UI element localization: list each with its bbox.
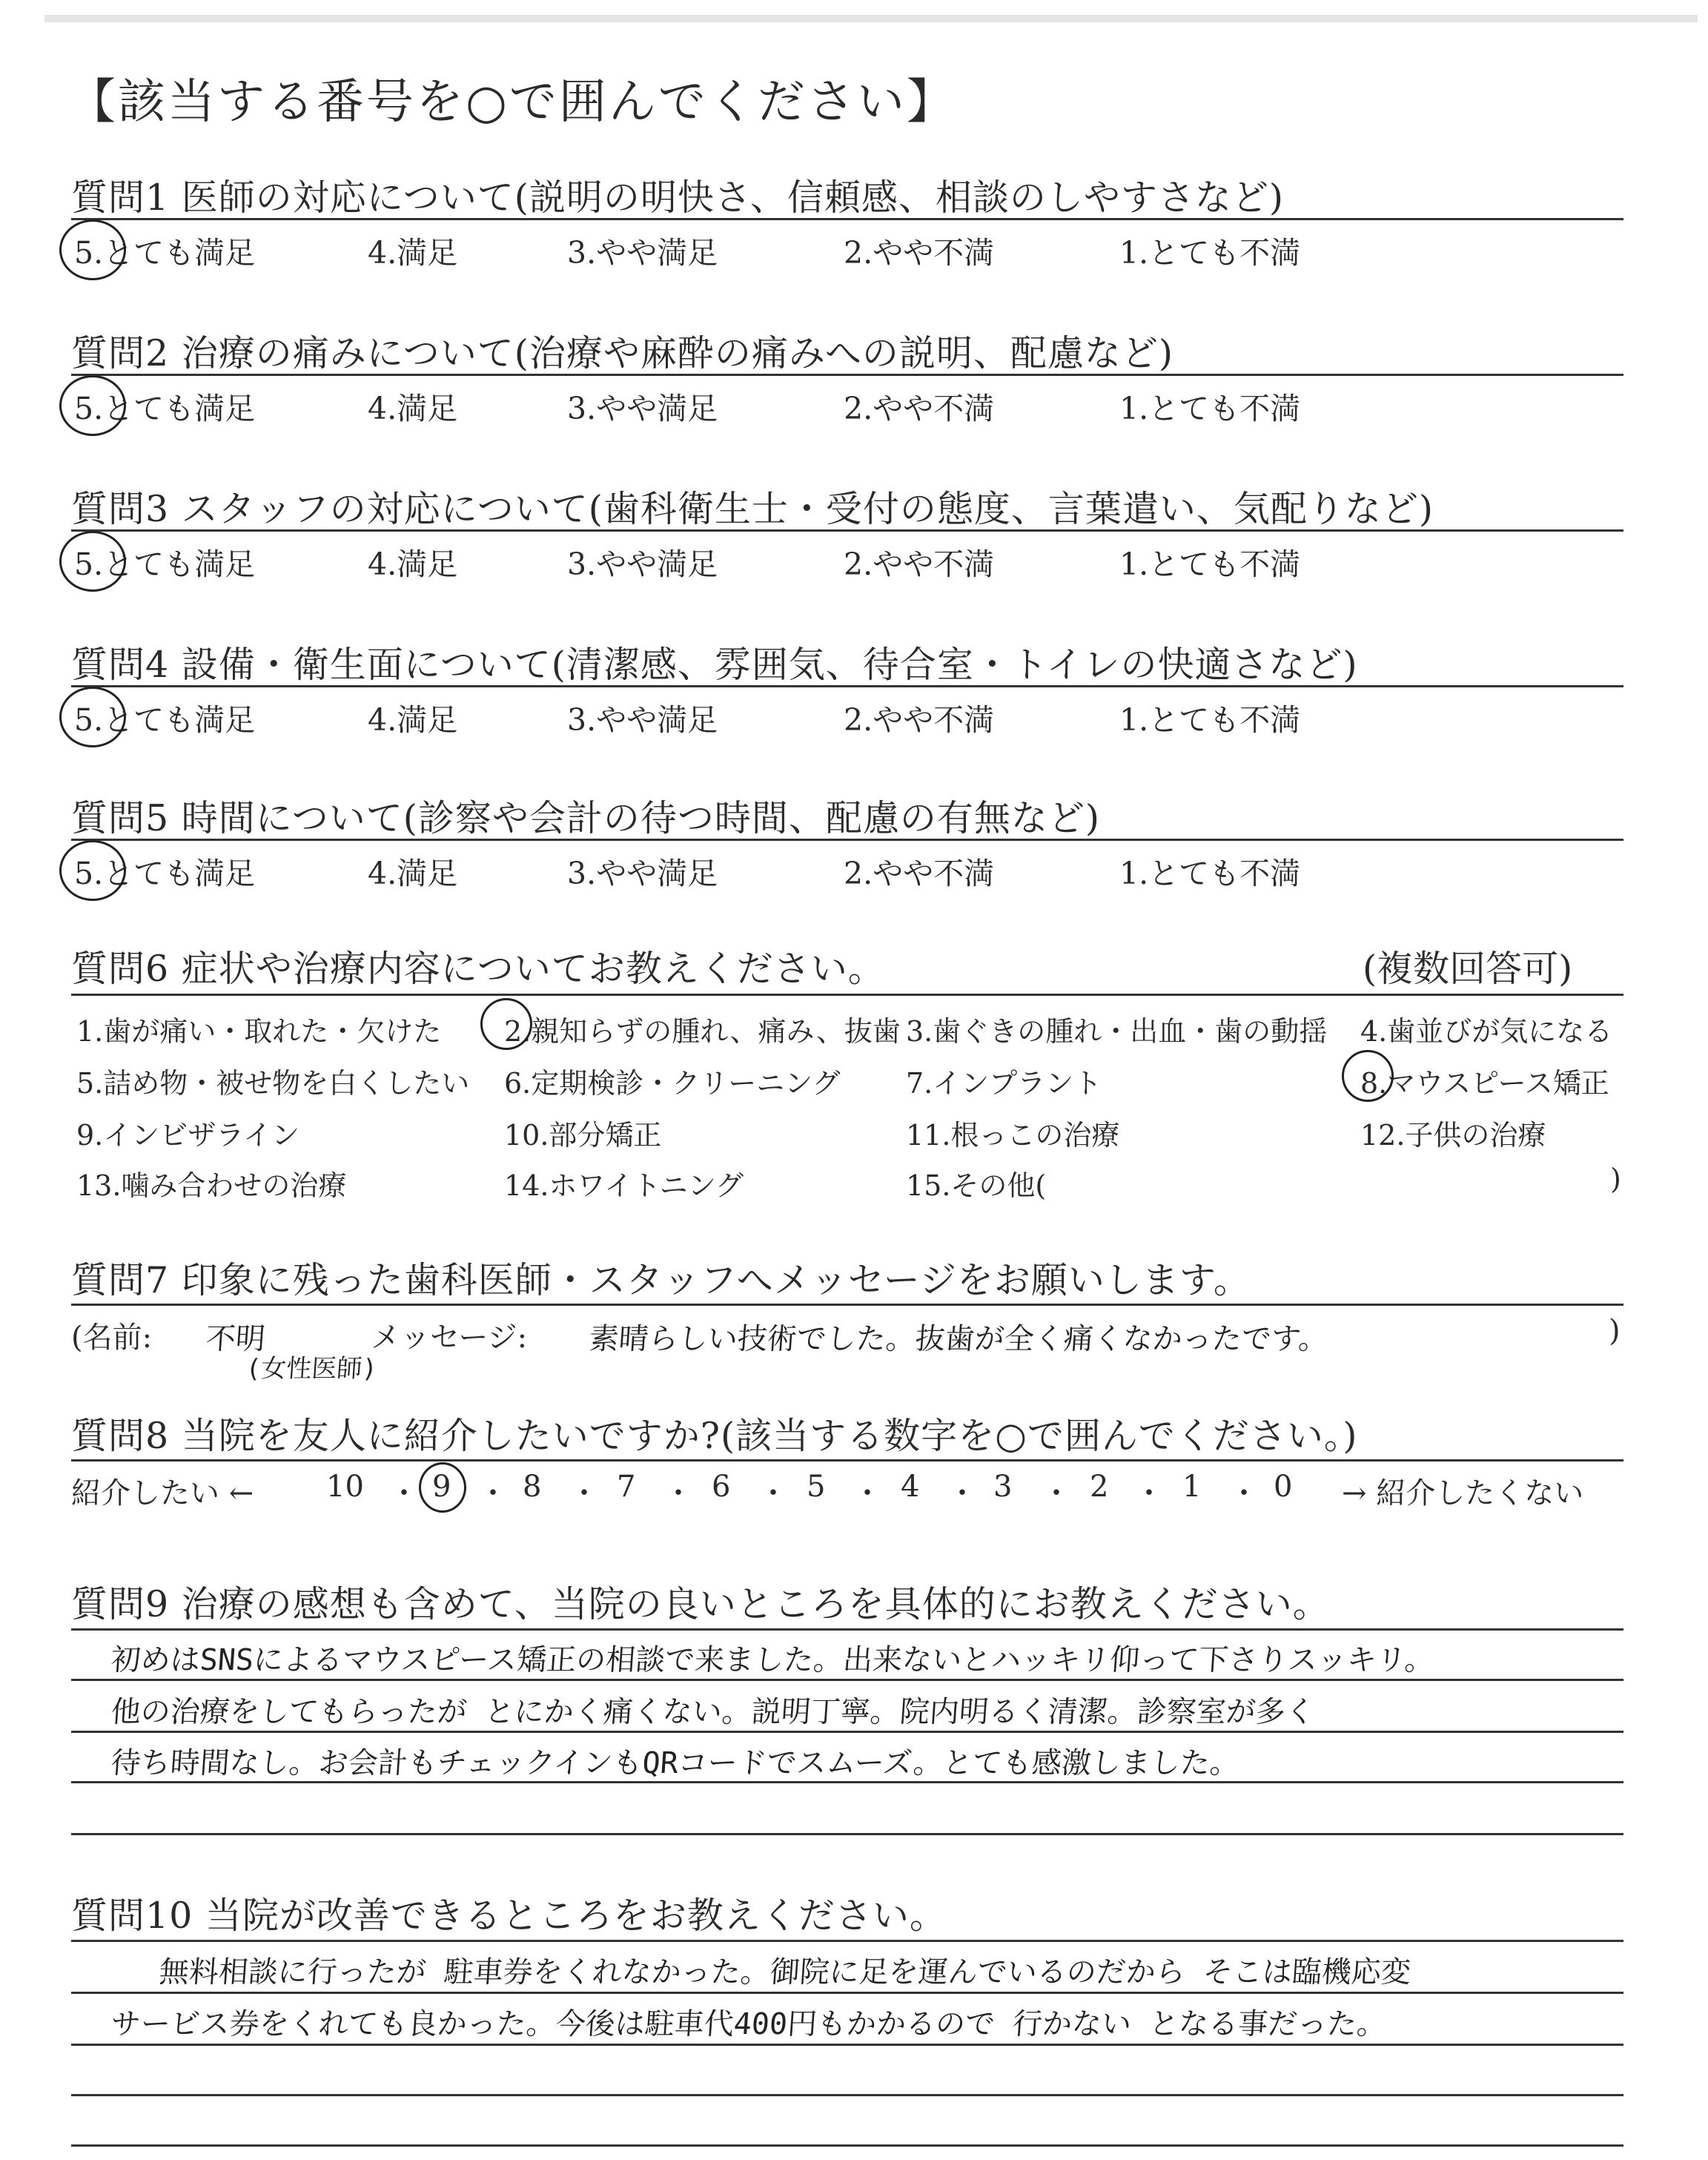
q1-rule — [71, 218, 1623, 220]
q6-option[interactable]: 10.部分矯正 — [504, 1119, 662, 1152]
page-title: 【該当する番号を○で囲んでください】 — [68, 75, 956, 130]
q8-scale-number[interactable]: 8 — [523, 1470, 542, 1504]
q4-option[interactable]: 4.満足 — [368, 702, 458, 738]
q8-scale-number[interactable]: 7 — [617, 1470, 636, 1504]
q9-title: 質問9 治療の感想も含めて、当院の良いところを具体的にお教えください。 — [71, 1583, 1330, 1625]
q4-option[interactable]: 1.とても不満 — [1119, 702, 1301, 738]
q6-option[interactable]: 4.歯並びが気になる — [1360, 1015, 1613, 1048]
q9-rule-2 — [71, 1679, 1623, 1681]
q4-option[interactable]: 5.とても満足 — [74, 702, 256, 738]
q8-rule — [71, 1459, 1623, 1462]
q6-option: ) — [1610, 1163, 1621, 1195]
q10-rule-2 — [71, 1992, 1623, 1994]
q4-selection-circle — [59, 687, 126, 747]
q2-option[interactable]: 5.とても満足 — [74, 391, 256, 426]
q8-scale-dot: ・ — [569, 1476, 599, 1510]
q2-rule — [71, 374, 1623, 376]
q6-option[interactable]: 11.根っこの治療 — [906, 1119, 1120, 1152]
q10-rule-5 — [71, 2144, 1623, 2147]
q6-option[interactable]: 3.歯ぐきの腫れ・出血・歯の動揺 — [906, 1015, 1328, 1048]
q7-title: 質問7 印象に残った歯科医師・スタッフへメッセージをお願いします。 — [71, 1259, 1251, 1301]
q1-option[interactable]: 1.とても不満 — [1119, 235, 1301, 271]
q2-option[interactable]: 4.満足 — [368, 391, 458, 426]
q8-left-label: 紹介したい ← — [71, 1476, 254, 1510]
q9-rule-3 — [71, 1731, 1623, 1733]
q8-scale-dot: ・ — [758, 1476, 788, 1510]
q9-answer-line: 初めはSNSによるマウスピース矯正の相談で来ました。出来ないとハッキリ仰って下さりスッキリ。 — [110, 1643, 1436, 1677]
q5-option[interactable]: 4.満足 — [368, 856, 458, 891]
q3-option[interactable]: 1.とても不満 — [1119, 546, 1301, 582]
q2-option[interactable]: 2.やや不満 — [844, 391, 995, 426]
q9-rule-5 — [71, 1833, 1623, 1835]
q3-option[interactable]: 5.とても満足 — [74, 546, 256, 582]
q8-scale-number[interactable]: 6 — [712, 1470, 731, 1504]
q8-scale-dot: ・ — [478, 1476, 508, 1510]
q6-selection-circle — [480, 998, 532, 1050]
q3-option[interactable]: 3.やや満足 — [567, 546, 718, 582]
q10-answer-line: サービス券をくれても良かった。今後は駐車代400円もかかるので 行かない となる事だった。 — [110, 2007, 1388, 2041]
q3-title: 質問3 スタッフの対応について(歯科衛生士・受付の態度、言葉遣い、気配りなど) — [71, 488, 1434, 530]
q8-scale-number[interactable]: 2 — [1090, 1470, 1109, 1504]
q4-option[interactable]: 2.やや不満 — [844, 702, 995, 738]
q6-option[interactable]: 13.噛み合わせの治療 — [76, 1169, 347, 1202]
q8-scale-number[interactable]: 3 — [993, 1470, 1013, 1504]
q3-option[interactable]: 2.やや不満 — [844, 546, 995, 582]
q6-option[interactable]: 14.ホワイトニング — [504, 1169, 744, 1202]
q6-option[interactable]: 8.マウスピース矯正 — [1360, 1067, 1609, 1100]
q7-name-label: (名前: — [71, 1321, 153, 1355]
q3-selection-circle — [59, 531, 126, 592]
q8-scale-number[interactable]: 5 — [807, 1470, 826, 1504]
q1-selection-circle — [59, 219, 126, 280]
q1-option[interactable]: 3.やや満足 — [567, 235, 718, 271]
q6-option[interactable]: 12.子供の治療 — [1360, 1119, 1546, 1152]
q2-option[interactable]: 1.とても不満 — [1119, 391, 1301, 426]
q7-name-value: 不明 — [205, 1322, 267, 1356]
q6-selection-circle — [1342, 1050, 1394, 1102]
q8-scale-number[interactable]: 10 — [326, 1470, 364, 1504]
q6-option[interactable]: 15.その他( — [906, 1169, 1047, 1202]
q7-rule — [71, 1304, 1623, 1306]
q7-message-label: メッセージ: — [371, 1321, 528, 1355]
q4-title: 質問4 設備・衛生面について(清潔感、雰囲気、待合室・トイレの快適さなど) — [71, 644, 1358, 686]
q8-scale-dot: ・ — [1229, 1476, 1259, 1510]
q5-option[interactable]: 1.とても不満 — [1119, 856, 1301, 891]
q10-rule-1 — [71, 1940, 1623, 1942]
q1-option[interactable]: 2.やや不満 — [844, 235, 995, 271]
q3-rule — [71, 529, 1623, 532]
q10-rule-3 — [71, 2044, 1623, 2046]
top-border — [44, 15, 1698, 22]
q6-title: 質問6 症状や治療内容についてお教えください。 — [71, 948, 885, 990]
q9-rule-1 — [71, 1628, 1623, 1631]
q9-answer-line: 他の治療をしてもらったが とにかく痛くない。説明丁寧。院内明るく清潔。診察室が多く — [110, 1695, 1317, 1729]
q6-option[interactable]: 7.インプラント — [906, 1067, 1102, 1100]
q10-title: 質問10 当院が改善できるところをお教えください。 — [71, 1895, 947, 1937]
q5-option[interactable]: 2.やや不満 — [844, 856, 995, 891]
q8-scale-dot: ・ — [389, 1476, 419, 1510]
q7-close-paren: ) — [1609, 1314, 1621, 1348]
q7-message-value: 素晴らしい技術でした。抜歯が全く痛くなかったです。 — [588, 1322, 1330, 1356]
q8-scale-dot: ・ — [1042, 1476, 1071, 1510]
q6-rule — [71, 994, 1623, 996]
q5-option[interactable]: 5.とても満足 — [74, 856, 256, 891]
q2-selection-circle — [59, 375, 126, 436]
q4-rule — [71, 685, 1623, 687]
q2-title: 質問2 治療の痛みについて(治療や麻酔の痛みへの説明、配慮など) — [71, 332, 1174, 374]
q4-option[interactable]: 3.やや満足 — [567, 702, 718, 738]
q9-answer-line: 待ち時間なし。お会計もチェックインもQRコードでスムーズ。とても感激しました。 — [110, 1746, 1241, 1780]
q6-option[interactable]: 2.親知らずの腫れ、痛み、抜歯 — [504, 1015, 901, 1048]
q8-scale-dot: ・ — [853, 1476, 882, 1510]
q1-option[interactable]: 5.とても満足 — [74, 235, 256, 271]
q8-scale-number[interactable]: 9 — [432, 1470, 451, 1504]
q6-option[interactable]: 6.定期検診・クリーニング — [504, 1067, 841, 1100]
q5-rule — [71, 839, 1623, 841]
q8-scale-number[interactable]: 1 — [1182, 1470, 1202, 1504]
q6-note: (複数回答可) — [1363, 948, 1573, 990]
q8-scale-dot: ・ — [1134, 1476, 1164, 1510]
q8-right-label: → 紹介したくない — [1342, 1476, 1584, 1510]
q10-rule-4 — [71, 2094, 1623, 2096]
q10-answer-line: 無料相談に行ったが 駐車券をくれなかった。御院に足を運んでいるのだから そこは臨機応変 — [158, 1955, 1412, 1989]
q3-option[interactable]: 4.満足 — [368, 546, 458, 582]
q8-scale-number[interactable]: 0 — [1274, 1470, 1293, 1504]
q6-option[interactable]: 5.詰め物・被せ物を白くしたい — [76, 1067, 470, 1100]
q8-scale-number[interactable]: 4 — [901, 1470, 920, 1504]
q7-name-note: (女性医師) — [245, 1354, 379, 1384]
q6-option[interactable]: 9.インビザライン — [76, 1119, 300, 1152]
q1-title: 質問1 医師の対応について(説明の明快さ、信頼感、相談のしやすさなど) — [71, 176, 1285, 219]
q8-scale-dot: ・ — [663, 1476, 693, 1510]
q1-option[interactable]: 4.満足 — [368, 235, 458, 271]
q8-selection-circle — [419, 1462, 466, 1513]
q6-option[interactable]: 1.歯が痛い・取れた・欠けた — [76, 1015, 442, 1048]
q5-selection-circle — [59, 840, 126, 901]
q5-title: 質問5 時間について(診察や会計の待つ時間、配慮の有無など) — [71, 797, 1101, 839]
q8-title: 質問8 当院を友人に紹介したいですか?(該当する数字を○で囲んでください。) — [71, 1415, 1358, 1457]
q8-scale-dot: ・ — [947, 1476, 977, 1510]
q2-option[interactable]: 3.やや満足 — [567, 391, 718, 426]
q5-option[interactable]: 3.やや満足 — [567, 856, 718, 891]
